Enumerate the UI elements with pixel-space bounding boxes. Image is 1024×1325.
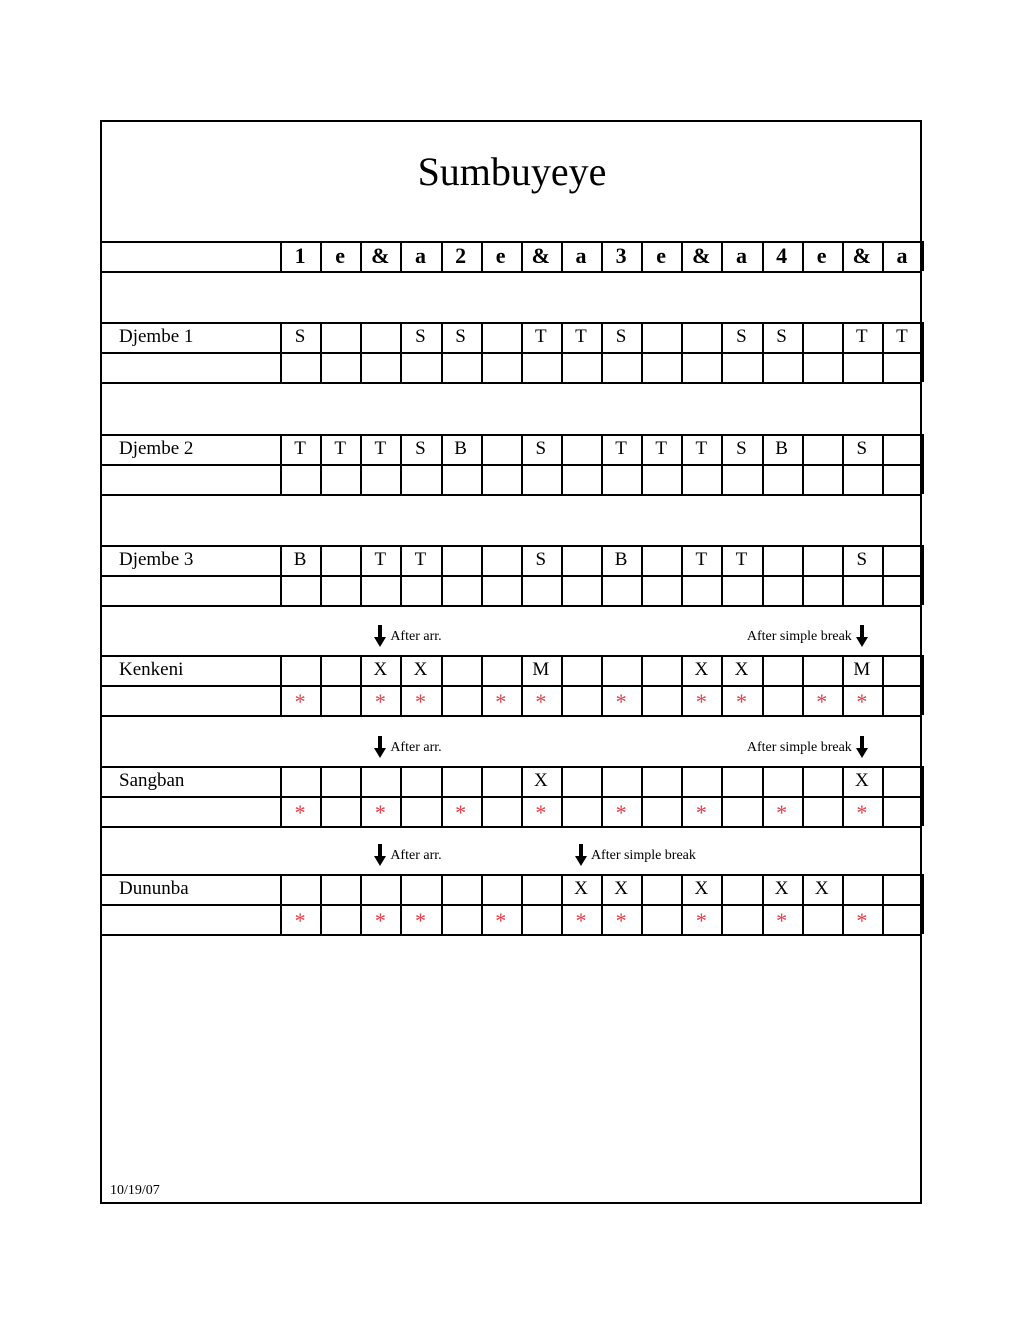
stroke-note: S [615, 326, 627, 347]
grid-line [802, 545, 804, 605]
grid-line [100, 271, 922, 273]
stroke-note: T [856, 326, 868, 347]
bell-accent: * [695, 800, 707, 825]
grid-line [100, 382, 922, 384]
annotation-text: After arr. [390, 629, 442, 644]
stroke-note: S [415, 326, 426, 347]
stroke-note: S [455, 326, 466, 347]
bell-accent: * [735, 689, 747, 714]
grid-line [922, 434, 924, 494]
grid-line [802, 766, 804, 826]
stroke-note: X [814, 878, 829, 899]
bell-accent: * [695, 908, 707, 933]
grid-line [481, 766, 483, 826]
grid-line [641, 655, 643, 715]
grid-line [561, 766, 563, 826]
grid-line [922, 322, 924, 382]
grid-line [481, 545, 483, 605]
grid-line [882, 434, 884, 494]
stroke-note: T [414, 549, 427, 570]
bell-accent: * [294, 689, 306, 714]
beat-header: e [656, 243, 667, 268]
bell-accent: * [856, 689, 868, 714]
stroke-note: B [775, 438, 788, 459]
grid-line [100, 605, 922, 607]
grid-line [100, 934, 922, 936]
bell-accent: * [856, 908, 868, 933]
grid-line [100, 464, 922, 466]
grid-line [922, 545, 924, 605]
grid-line [641, 766, 643, 826]
bell-accent: * [816, 689, 828, 714]
grid-line [802, 322, 804, 382]
beat-header: a [735, 243, 747, 268]
stroke-note: S [736, 326, 747, 347]
bell-accent: * [535, 689, 547, 714]
stroke-note: T [896, 326, 908, 347]
instrument-label: Dununba [119, 878, 189, 899]
stroke-note: S [856, 549, 868, 570]
stroke-note: T [535, 326, 547, 347]
grid-line [882, 545, 884, 605]
stroke-note: X [614, 878, 628, 899]
grid-line [802, 434, 804, 494]
grid-line [922, 655, 924, 715]
grid-line [882, 874, 884, 934]
grid-line [441, 545, 443, 605]
beat-header: e [335, 243, 346, 268]
grid-line [320, 322, 322, 382]
stroke-note: T [735, 549, 748, 570]
beat-header: & [852, 243, 871, 268]
stroke-note: T [374, 438, 387, 459]
bell-accent: * [294, 800, 306, 825]
bell-accent: * [414, 689, 426, 714]
grid-line [320, 766, 322, 826]
grid-line [561, 655, 563, 715]
instrument-label: Djembe 1 [119, 326, 194, 347]
stroke-note: X [413, 659, 428, 680]
grid-line [641, 322, 643, 382]
beat-header: e [495, 243, 506, 268]
grid-line [681, 322, 683, 382]
bell-accent: * [615, 689, 627, 714]
stroke-note: S [736, 438, 747, 459]
page-title: Sumbuyeye [417, 149, 607, 194]
grid-line [320, 545, 322, 605]
bell-accent: * [495, 908, 507, 933]
stroke-note: S [856, 438, 868, 459]
stroke-note: T [655, 438, 667, 459]
stroke-note: T [575, 326, 587, 347]
grid-line [641, 545, 643, 605]
stroke-note: T [334, 438, 346, 459]
grid-line [441, 874, 443, 934]
instrument-label: Djembe 2 [119, 438, 194, 459]
stroke-note: S [535, 549, 547, 570]
beat-header: a [414, 243, 426, 268]
grid-line [100, 352, 922, 354]
stroke-note: T [695, 438, 708, 459]
beat-header: 4 [776, 243, 788, 268]
stroke-note: M [853, 659, 871, 680]
grid-line [100, 494, 922, 496]
beat-header: & [531, 243, 550, 268]
beat-header: & [692, 243, 711, 268]
grid-line [721, 766, 723, 826]
grid-line [922, 874, 924, 934]
stroke-note: X [854, 770, 869, 791]
bell-accent: * [414, 908, 426, 933]
stroke-note: S [294, 326, 306, 347]
grid-line [100, 715, 922, 717]
down-arrow-icon [374, 625, 386, 652]
stroke-note: T [294, 438, 306, 459]
bell-accent: * [535, 800, 547, 825]
beat-header: & [371, 243, 390, 268]
stroke-note: M [532, 659, 550, 680]
instrument-label: Djembe 3 [119, 549, 194, 570]
grid-line [882, 655, 884, 715]
bell-accent: * [374, 689, 386, 714]
stroke-note: B [454, 438, 467, 459]
grid-line [360, 322, 362, 382]
bell-accent: * [615, 908, 627, 933]
bell-accent: * [374, 908, 386, 933]
down-arrow-icon [374, 844, 386, 871]
stroke-note: B [293, 549, 307, 570]
annotation-text: After simple break [746, 740, 852, 755]
grid-line [561, 434, 563, 494]
grid-line [882, 766, 884, 826]
instrument-label: Kenkeni [119, 659, 184, 680]
beat-header: a [575, 243, 587, 268]
bell-accent: * [455, 800, 467, 825]
down-arrow-icon [575, 844, 587, 871]
annotation-text: After arr. [390, 848, 442, 863]
stroke-note: X [694, 878, 709, 899]
stroke-note: T [615, 438, 627, 459]
grid-line [400, 766, 402, 826]
stroke-note: S [776, 326, 787, 347]
grid-line [320, 874, 322, 934]
annotation-text: After simple break [590, 848, 696, 863]
beat-header: 2 [455, 243, 467, 268]
stroke-note: S [535, 438, 547, 459]
grid-line [521, 874, 523, 934]
annotation-text: After arr. [390, 740, 442, 755]
bell-accent: * [374, 800, 386, 825]
beat-header: 3 [615, 243, 627, 268]
grid-line [441, 655, 443, 715]
grid-line [100, 575, 922, 577]
stroke-note: X [373, 659, 388, 680]
grid-line [481, 434, 483, 494]
grid-line [762, 655, 764, 715]
instrument-label: Sangban [119, 770, 185, 791]
grid-line [922, 766, 924, 826]
stroke-note: X [734, 659, 749, 680]
bell-accent: * [495, 689, 507, 714]
stroke-note: T [695, 549, 708, 570]
stroke-note: X [774, 878, 789, 899]
date-stamp: 10/19/07 [110, 1183, 160, 1198]
bell-accent: * [294, 908, 306, 933]
bell-accent: * [776, 908, 788, 933]
bell-accent: * [856, 800, 868, 825]
down-arrow-icon [374, 736, 386, 763]
down-arrow-icon [856, 625, 868, 652]
annotation-text: After simple break [746, 629, 852, 644]
bell-accent: * [695, 689, 707, 714]
stroke-note: B [614, 549, 628, 570]
grid-line [641, 874, 643, 934]
grid-line [721, 874, 723, 934]
down-arrow-icon [856, 736, 868, 763]
stroke-note: S [415, 438, 426, 459]
bell-accent: * [615, 800, 627, 825]
beat-header: e [816, 243, 827, 268]
stroke-note: X [533, 770, 548, 791]
beat-header: a [896, 243, 908, 268]
bell-accent: * [575, 908, 587, 933]
grid-line [922, 241, 924, 271]
stroke-note: T [374, 549, 387, 570]
bell-accent: * [776, 800, 788, 825]
stroke-note: X [574, 878, 588, 899]
grid-line [561, 545, 563, 605]
grid-line [481, 322, 483, 382]
grid-line [100, 826, 922, 828]
grid-line [762, 545, 764, 605]
stroke-note: X [694, 659, 709, 680]
grid-line [320, 655, 322, 715]
beat-header: 1 [294, 243, 306, 268]
